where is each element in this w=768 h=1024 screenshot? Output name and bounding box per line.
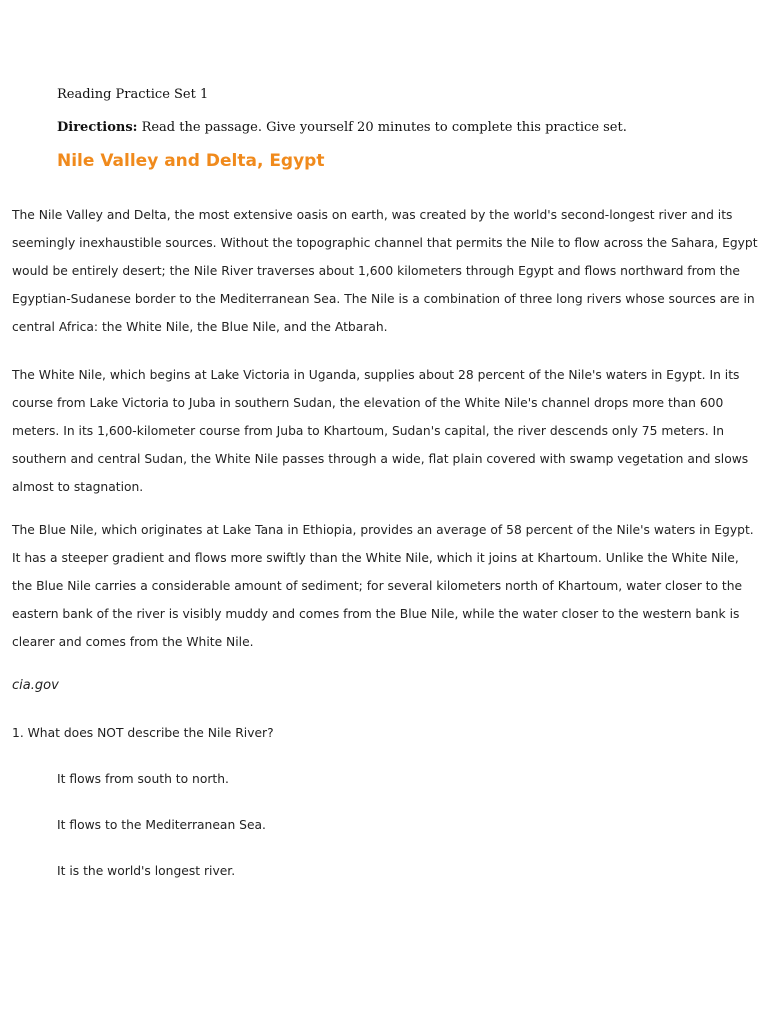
answer-option-1[interactable]: It flows from south to north. <box>57 772 229 786</box>
directions <box>57 120 627 135</box>
source-citation: cia.gov <box>12 678 59 693</box>
passage-paragraph-1: The Nile Valley and Delta, the most extensive oasis on earth, was created by the world's second-longest river and its seemingly inexhaustible sources. Without the topographic channel that permits the Nile to flow across the Sahara, Egypt would be entirely desert; the Nile River traverses about 1,600 kilometers through Egypt and flows northward from the Egyptian-Sudanese border to the Mediterranean Sea. The Nile is a combination of three long rivers whose sources are in central Africa: the White Nile, the Blue Nile, and the Atbarah. <box>12 208 758 334</box>
directions-label: Directions: <box>57 120 138 135</box>
passage-paragraph-2: The White Nile, which begins at Lake Victoria in Uganda, supplies about 28 percent of the Nile's waters in Egypt. In its course from Lake Victoria to Juba in southern Sudan, the elevation of the White Nile's channel drops more than 600 meters. In its 1,600-kilometer course from Juba to Khartoum, Sudan's capital, the river descends only 75 meters. In southern and central Sudan, the White Nile passes through a wide, flat plain covered with swamp vegetation and slows almost to stagnation. <box>12 368 749 494</box>
passage-title: Nile Valley and Delta, Egypt <box>57 151 325 171</box>
question-prompt: 1. What does NOT describe the Nile River? <box>12 726 274 740</box>
passage-paragraph-3: The Blue Nile, which originates at Lake Tana in Ethiopia, provides an average of 58 percent of the Nile's waters in Egypt. It has a steeper gradient and flows more swiftly than the White Nile, which it joins at Khartoum. Unlike the White Nile, the Blue Nile carries a considerable amount of sediment; for several kilometers north of Khartoum, water closer to the eastern bank of the river is visibly muddy and comes from the Blue Nile, while the water closer to the western bank is clearer and comes from the White Nile. <box>12 523 754 649</box>
set-title: Reading Practice Set 1 <box>57 87 209 102</box>
directions-text: Read the passage. Give yourself 20 minutes to complete this practice set. <box>137 120 627 135</box>
answer-option-2[interactable]: It flows to the Mediterranean Sea. <box>57 818 266 832</box>
answer-option-3[interactable]: It is the world's longest river. <box>57 864 236 878</box>
